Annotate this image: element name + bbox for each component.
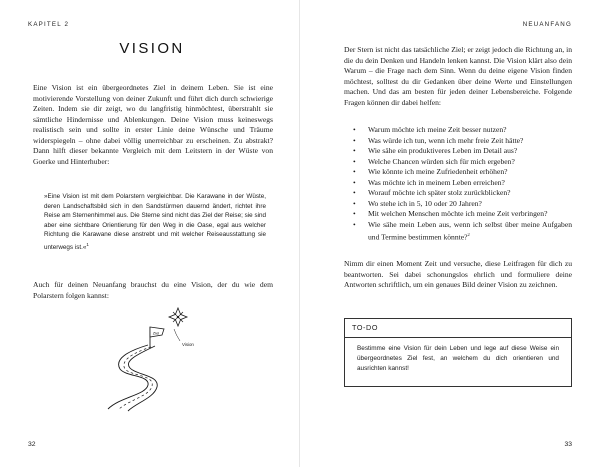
question-text: Wie sähe mein Leben aus, wenn ich selbst über meine Aufgaben und Termine bestimmen könnte? (368, 219, 572, 242)
list-item (344, 188, 572, 199)
list-item (344, 125, 572, 136)
question-text: Was würde ich tun, wenn ich mehr freie Zeit hätte? (368, 135, 524, 145)
list-item (344, 178, 572, 189)
list-item (344, 146, 572, 157)
list-item (344, 220, 572, 244)
right-closing-paragraph (344, 259, 572, 291)
bullet: • (353, 209, 356, 218)
flag-label: Ziel (152, 330, 160, 336)
list-item (344, 157, 572, 168)
bullet: • (353, 125, 356, 134)
question-list-block (344, 125, 572, 243)
bullet: • (353, 198, 356, 208)
right-intro-text: Der Stern ist nicht das tatsächliche Ziel; er zeigt jedoch die Richtung an, in die du dein Denken und Handeln lenken kannst. Die Vision klärt also dein Warum – die Frage nach dem Sinn. Wenn du deine eigene Vision finden möchtest, solltest du dir Gedanken über deine Werte und Einstellungen machen. Und das am besten für jeden deiner Lebensbereiche. Folgende Fragen können dir dabei helfen: (344, 45, 572, 107)
list-item (344, 199, 572, 210)
bullet: • (353, 177, 356, 187)
footnote-marker-2: 2 (467, 232, 470, 237)
list-item (344, 167, 572, 178)
todo-heading: TO-DO (345, 319, 571, 338)
footnote-marker-1: 1 (86, 241, 89, 247)
question-text: Warum möchte ich meine Zeit besser nutzen? (368, 125, 507, 134)
bullet: • (353, 188, 356, 197)
bullet: • (353, 146, 356, 155)
bullet: • (353, 135, 356, 145)
page-number-right: 33 (564, 441, 572, 448)
todo-body: Bestimme eine Vision für dein Leben und lege auf diese Weise ein übergeordnetes Ziel fest, an welchem du dich orientieren und ausrichten kannst! (357, 345, 559, 372)
bullet: • (353, 167, 356, 176)
quote-text: »Eine Vision ist mit dem Polarstern vergleichbar. Die Karawane in der Wüste, deren Landschaftsbild sich in den Sandstürmen dauernd ändert, richtet ihre Reise am Sternenhimmel aus. Die Sterne sind nicht das Ziel der Reise; sie sind aber eine sichtbare Orientierung für den Weg in die Oase, egal aus welcher Richtung die Karawane diese anstrebt und mit welcher Reiseausstattung sie unterwegs ist.« (44, 193, 266, 252)
bullet: • (353, 156, 356, 166)
running-head-right: NEUANFANG (522, 21, 572, 28)
running-head-left: KAPITEL 2 (28, 21, 70, 28)
chapter-title: VISION (119, 40, 185, 57)
question-list (344, 125, 572, 243)
question-text: Wie sähe ein produktiveres Leben im Detail aus? (368, 146, 518, 155)
question-text: Was möchte ich in meinem Leben erreichen? (368, 177, 505, 187)
vision-paragraph-text: Auch für deinen Neuanfang brauchst du eine Vision, der du wie dem Polarstern folgen kannst: (33, 280, 273, 300)
question-text: Mit welchen Menschen möchte ich meine Zeit verbringen? (368, 209, 548, 218)
star-label: Vision (182, 342, 194, 347)
right-intro-paragraph (344, 45, 572, 108)
todo-box (344, 318, 572, 387)
bullet: • (353, 219, 356, 229)
page-number-left: 32 (28, 441, 36, 448)
question-text: Wie könnte ich meine Zufriedenheit erhöhen? (368, 167, 508, 176)
question-text: Welche Chancen würden sich für mich ergeben? (368, 156, 515, 166)
question-text: Worauf möchte ich später stolz zurückblicken? (368, 188, 511, 197)
list-item (344, 209, 572, 220)
intro-paragraph-text: Eine Vision ist ein übergeordnetes Ziel in deinem Leben. Sie ist eine motivierende Vorstellung von deiner Zukunft und führt dich durch schwierige Zeiten. Indem sie dir zeigt, wo du langfristig hinmöchtest, überstrahlt sie sämtliche Hindernisse und Ablenkungen. Deine Vision muss keineswegs realistisch sein und sollte in erster Linie deine Wünsche und Träume widerspiegeln – ohne dabei völlig unerreichbar zu erscheinen. Zu abstrakt? Dann hilft dieser bekannte Vergleich mit dem Leitstern in der Wüste von Goerke und Hinterhuber: (33, 83, 273, 166)
list-item (344, 136, 572, 147)
question-text: Wo stehe ich in 5, 10 oder 20 Jahren? (368, 198, 482, 208)
right-closing-text: Nimm dir einen Moment Zeit und versuche, diese Leitfragen für dich zu beantworten. Sei dabei schonungslos ehrlich und formuliere deine Antworten schriftlich, um ein genaues Bild deiner Vision zu zeichnen. (344, 259, 572, 289)
